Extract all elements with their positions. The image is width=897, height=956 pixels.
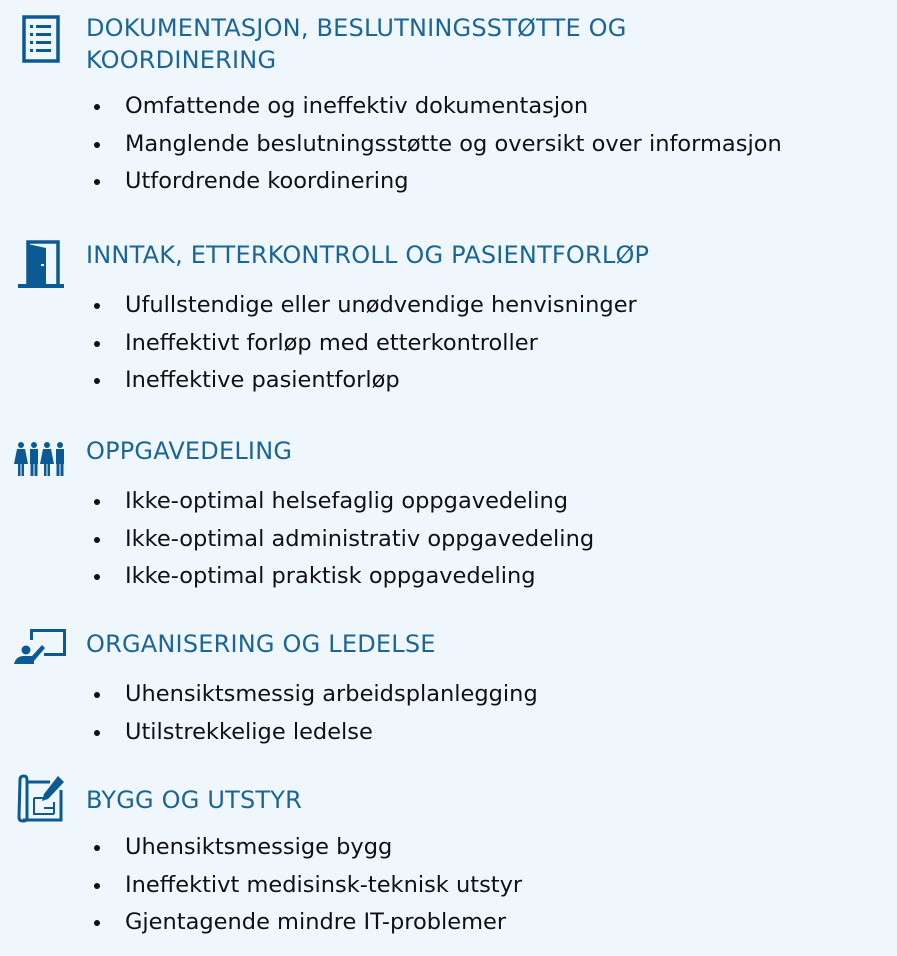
bullet-icon: [94, 920, 100, 926]
list-item: [0, 714, 538, 752]
bullet-list: [0, 88, 782, 201]
list-item-text: Ufullstendige eller unødvendige henvisninger: [125, 292, 637, 318]
list-item: [0, 163, 782, 201]
bullet-list: [0, 287, 637, 400]
list-item-text: Ikke-optimal praktisk oppgavedeling: [125, 563, 536, 589]
list-item: [0, 521, 594, 559]
bullet-list: [0, 829, 522, 942]
list-item-text: Uhensiktsmessige bygg: [125, 834, 393, 860]
list-item: [0, 676, 538, 714]
bullet-list: [0, 483, 594, 596]
bullet-icon: [94, 730, 100, 736]
bullet-icon: [94, 179, 100, 185]
bullet-icon: [94, 142, 100, 148]
bullet-icon: [94, 104, 100, 110]
bullet-icon: [94, 341, 100, 347]
list-item-text: Uhensiktsmessig arbeidsplanlegging: [125, 681, 538, 707]
list-item-text: Ikke-optimal administrativ oppgavedeling: [125, 525, 595, 552]
section-heading: OPPGAVEDELING: [86, 437, 293, 465]
list-item: [0, 287, 637, 325]
list-item-text: Utilstrekkelige ledelse: [125, 718, 373, 745]
bullet-icon: [94, 883, 100, 889]
list-item: [0, 483, 594, 521]
open-door-icon: [14, 240, 68, 290]
blueprint-pencil-icon: [14, 774, 68, 824]
list-item: [0, 325, 637, 363]
bullet-icon: [94, 574, 100, 580]
checklist-document-icon: [14, 14, 68, 64]
bullet-icon: [94, 537, 100, 543]
section-heading: ORGANISERING OG LEDELSE: [86, 630, 436, 658]
list-item: [0, 867, 522, 905]
list-item: [0, 126, 782, 164]
presenter-board-icon: [14, 626, 68, 676]
bullet-icon: [94, 692, 100, 698]
list-item: [0, 558, 594, 596]
list-item-text: Ineffektivt medisinsk-teknisk utstyr: [125, 871, 523, 898]
list-item: [0, 829, 522, 867]
bullet-icon: [94, 378, 100, 384]
list-item: [0, 362, 637, 400]
list-item: [0, 904, 522, 942]
section-heading: INNTAK, ETTERKONTROLL OG PASIENTFORLØP: [86, 241, 650, 269]
list-item: [0, 88, 782, 126]
list-item-text: Ineffektivt forløp med etterkontroller: [125, 329, 538, 356]
list-item-text: Ineffektive pasientforløp: [125, 367, 400, 393]
list-item-text: Omfattende og ineffektiv dokumentasjon: [125, 93, 589, 119]
bullet-icon: [94, 499, 100, 505]
section-heading: BYGG OG UTSTYR: [86, 786, 303, 814]
section-heading: DOKUMENTASJON, BESLUTNINGSSTØTTE OG KOORDINERING: [86, 14, 627, 74]
bullet-icon: [94, 303, 100, 309]
list-item-text: Utfordrende koordinering: [125, 168, 409, 194]
bullet-list: [0, 676, 538, 751]
list-item-text: Manglende beslutningsstøtte og oversikt over informasjon: [125, 130, 782, 157]
list-item-text: Ikke-optimal helsefaglig oppgavedeling: [125, 488, 569, 514]
bullet-icon: [94, 845, 100, 851]
list-item-text: Gjentagende mindre IT-problemer: [125, 909, 507, 935]
